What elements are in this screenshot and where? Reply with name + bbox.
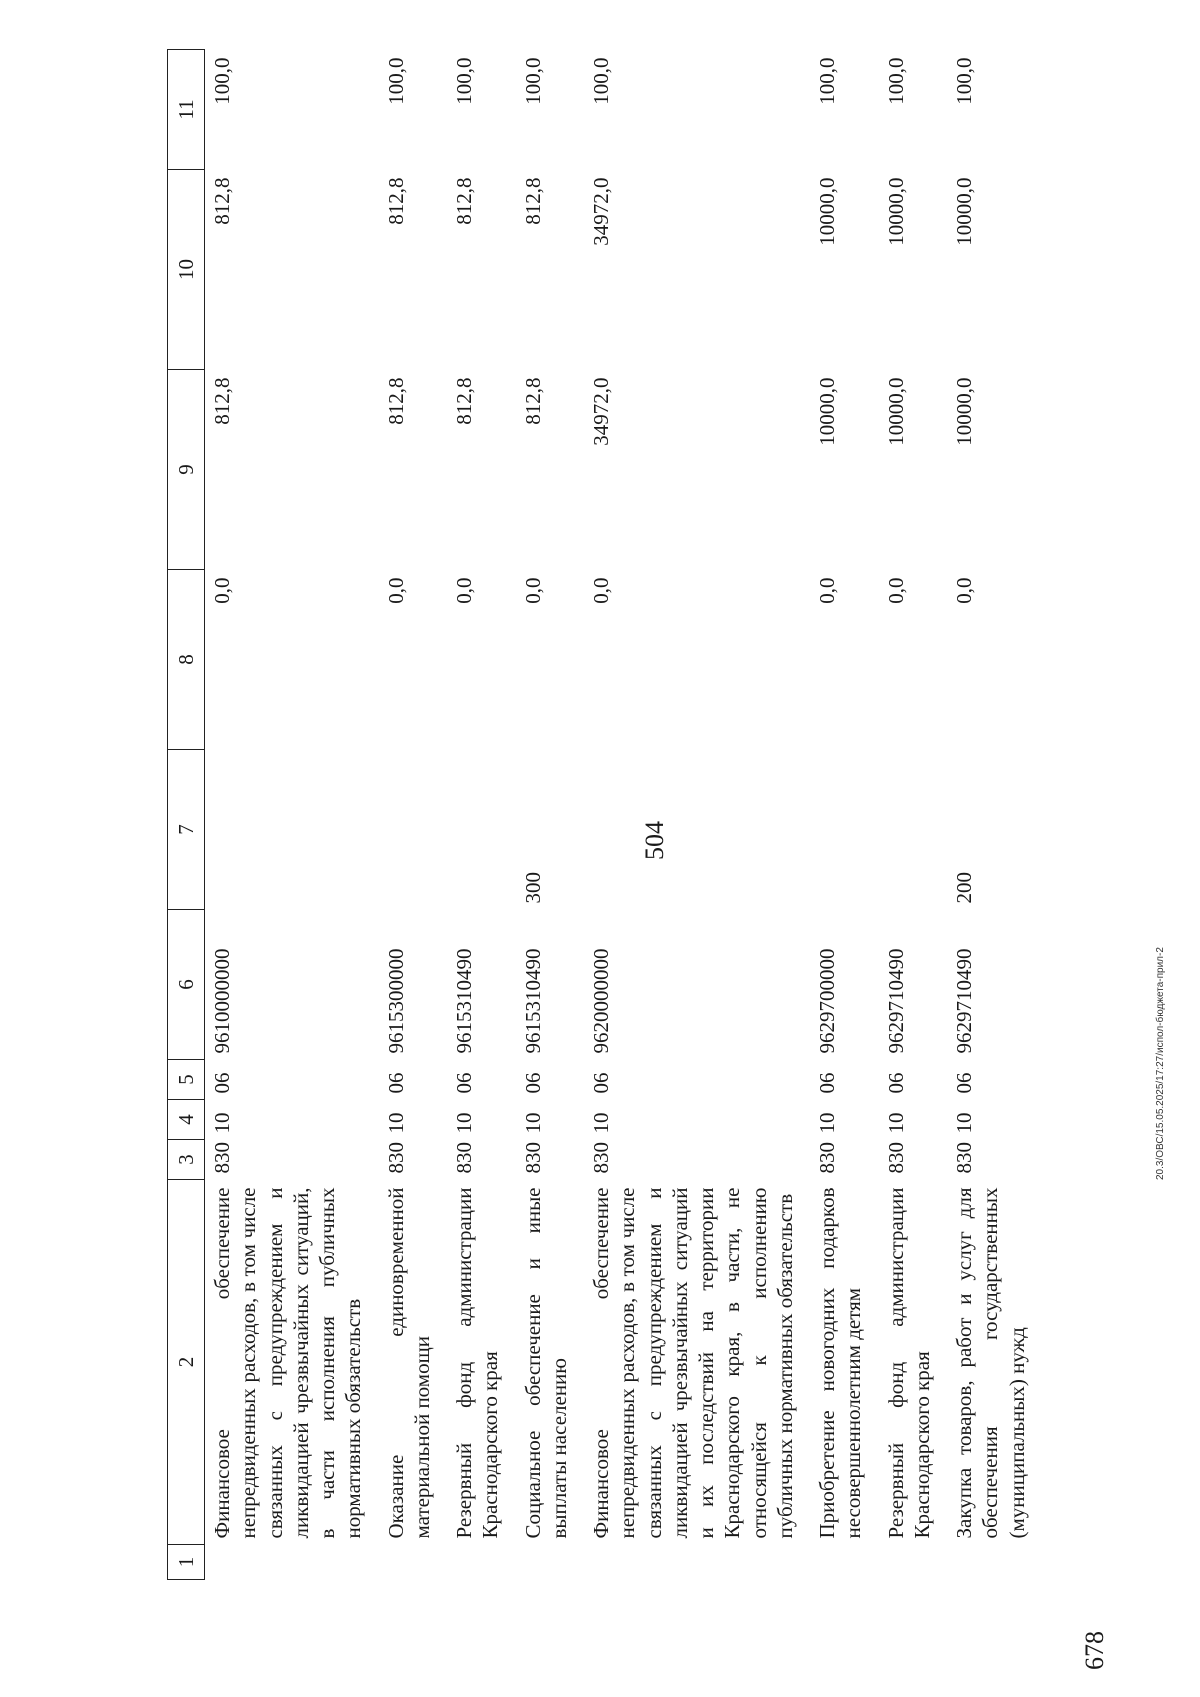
cell-c10: 812,8 bbox=[383, 177, 408, 225]
cell-c4: 10 bbox=[883, 1112, 908, 1134]
cell-c4: 10 bbox=[589, 1112, 613, 1134]
cell-c10: 812,8 bbox=[452, 177, 476, 225]
cell-c3: 830 bbox=[383, 1142, 408, 1174]
cell-c6: 9620000000 bbox=[589, 948, 613, 1054]
cell-c11: 100,0 bbox=[210, 57, 234, 105]
cell-c10: 812,8 bbox=[520, 177, 545, 225]
cell-c9: 34972,0 bbox=[589, 377, 613, 446]
cell-c3: 830 bbox=[589, 1142, 613, 1174]
cell-c6: 9629700000 bbox=[815, 948, 839, 1054]
cell-c7 bbox=[205, 750, 379, 910]
cell-c3: 830 bbox=[952, 1142, 976, 1174]
cell-c6: 9615310490 bbox=[452, 948, 476, 1054]
cell-c11: 100,0 bbox=[815, 57, 839, 105]
cell-c11: 100,0 bbox=[383, 57, 408, 105]
cell-c4: 10 bbox=[815, 1112, 839, 1134]
cell-c8: 0,0 bbox=[589, 577, 613, 604]
row-name: Оказание единовременной материальной помощи bbox=[383, 1187, 434, 1539]
table-row bbox=[205, 50, 379, 1580]
cell-c6: 9629710490 bbox=[883, 948, 908, 1054]
cell-c11: 100,0 bbox=[520, 57, 545, 105]
column-number-header bbox=[168, 50, 205, 1580]
cell-c5: 06 bbox=[815, 1072, 839, 1094]
sheet-number: 678 bbox=[1080, 1631, 1109, 1670]
row-name: Резервный фонд администрации Краснодарского края bbox=[452, 1187, 503, 1539]
col-header: 9 bbox=[168, 370, 205, 570]
col-header: 6 bbox=[168, 910, 205, 1060]
cell-c9: 812,8 bbox=[520, 377, 545, 425]
cell-c3: 830 bbox=[520, 1142, 545, 1174]
cell-c5: 06 bbox=[589, 1072, 613, 1094]
cell-c5: 06 bbox=[952, 1072, 976, 1094]
document-footer-code: 20.3/ОВС/15.05.2025/17:27/испол-бюджета-прил-2 bbox=[1155, 947, 1166, 1180]
col-header: 7 bbox=[168, 750, 205, 910]
table-row bbox=[379, 50, 448, 1580]
cell-c9: 812,8 bbox=[210, 377, 234, 425]
row-name: Финансовое обеспечение непредвиденных расходов, в том числе связанных с предупреждением и ликвидацией чрезвычайных ситуаций, в части исполнения публичных нормативных обязательств bbox=[210, 1187, 366, 1539]
cell-c11: 100,0 bbox=[883, 57, 908, 105]
cell-c5: 06 bbox=[383, 1072, 408, 1094]
row-name: Приобретение новогодних подарков несовершеннолетним детям bbox=[815, 1187, 866, 1539]
col-header: 11 bbox=[168, 50, 205, 170]
col-header: 1 bbox=[168, 1545, 205, 1580]
table-row bbox=[879, 50, 948, 1580]
row-name: Социальное обеспечение и иные выплаты населению bbox=[520, 1187, 571, 1539]
cell-c7: 300 bbox=[520, 872, 545, 904]
cell-c4: 10 bbox=[383, 1112, 408, 1134]
cell-c7 bbox=[447, 750, 516, 910]
cell-c7 bbox=[584, 750, 810, 910]
col-header: 4 bbox=[168, 1100, 205, 1140]
col-header: 8 bbox=[168, 570, 205, 750]
table-row bbox=[584, 50, 810, 1580]
row-name: Закупка товаров, работ и услуг для обеспечения государственных (муниципальных) нужд bbox=[952, 1187, 1029, 1539]
cell-c10: 10000,0 bbox=[815, 177, 839, 246]
table-row bbox=[447, 50, 516, 1580]
cell-c10: 34972,0 bbox=[589, 177, 613, 246]
cell-c8: 0,0 bbox=[210, 577, 234, 604]
cell-c10: 10000,0 bbox=[883, 177, 908, 246]
cell-c5: 06 bbox=[452, 1072, 476, 1094]
cell-c9: 812,8 bbox=[452, 377, 476, 425]
cell-c3: 830 bbox=[883, 1142, 908, 1174]
cell-c8: 0,0 bbox=[520, 577, 545, 604]
cell-c5: 06 bbox=[520, 1072, 545, 1094]
cell-c11: 100,0 bbox=[952, 57, 976, 105]
row-name: Резервный фонд администрации Краснодарского края bbox=[883, 1187, 934, 1539]
page-number: 504 bbox=[640, 821, 669, 860]
cell-c10: 10000,0 bbox=[952, 177, 976, 246]
cell-c7 bbox=[879, 750, 948, 910]
cell-c6: 9615310490 bbox=[520, 948, 545, 1054]
cell-c3: 830 bbox=[452, 1142, 476, 1174]
cell-c7 bbox=[379, 750, 448, 910]
cell-c8: 0,0 bbox=[383, 577, 408, 604]
cell-c8: 0,0 bbox=[452, 577, 476, 604]
cell-c7: 200 bbox=[952, 872, 976, 904]
cell-c11: 100,0 bbox=[452, 57, 476, 105]
cell-c8: 0,0 bbox=[952, 577, 976, 604]
col-header: 10 bbox=[168, 170, 205, 370]
cell-c11: 100,0 bbox=[589, 57, 613, 105]
table-row bbox=[516, 50, 585, 1580]
cell-c7 bbox=[810, 750, 879, 910]
cell-c9: 812,8 bbox=[383, 377, 408, 425]
col-header: 5 bbox=[168, 1060, 205, 1100]
cell-c9: 10000,0 bbox=[883, 377, 908, 446]
cell-c3: 830 bbox=[210, 1142, 234, 1174]
cell-c6: 9610000000 bbox=[210, 948, 234, 1054]
row-name: Финансовое обеспечение непредвиденных расходов, в том числе связанных с предупреждением и ликвидацией чрезвычайных ситуаций и их последствий на территории Краснодарского края, в части, не относящейся к исполнению публичных нормативных обязательств bbox=[589, 1187, 797, 1539]
cell-c4: 10 bbox=[210, 1112, 234, 1134]
cell-c4: 10 bbox=[520, 1112, 545, 1134]
cell-c9: 10000,0 bbox=[952, 377, 976, 446]
table-row bbox=[947, 50, 1042, 1580]
cell-c5: 06 bbox=[883, 1072, 908, 1094]
budget-table bbox=[167, 49, 1042, 1580]
cell-c9: 10000,0 bbox=[815, 377, 839, 446]
cell-c6: 9615300000 bbox=[383, 948, 408, 1054]
cell-c5: 06 bbox=[210, 1072, 234, 1094]
col-header: 2 bbox=[168, 1180, 205, 1545]
cell-c4: 10 bbox=[952, 1112, 976, 1134]
table-row bbox=[810, 50, 879, 1580]
cell-c8: 0,0 bbox=[815, 577, 839, 604]
cell-c8: 0,0 bbox=[883, 577, 908, 604]
cell-c6: 9629710490 bbox=[952, 948, 976, 1054]
cell-c10: 812,8 bbox=[210, 177, 234, 225]
col-header: 3 bbox=[168, 1140, 205, 1180]
cell-c4: 10 bbox=[452, 1112, 476, 1134]
cell-c3: 830 bbox=[815, 1142, 839, 1174]
budget-table-container bbox=[167, 50, 1117, 1580]
